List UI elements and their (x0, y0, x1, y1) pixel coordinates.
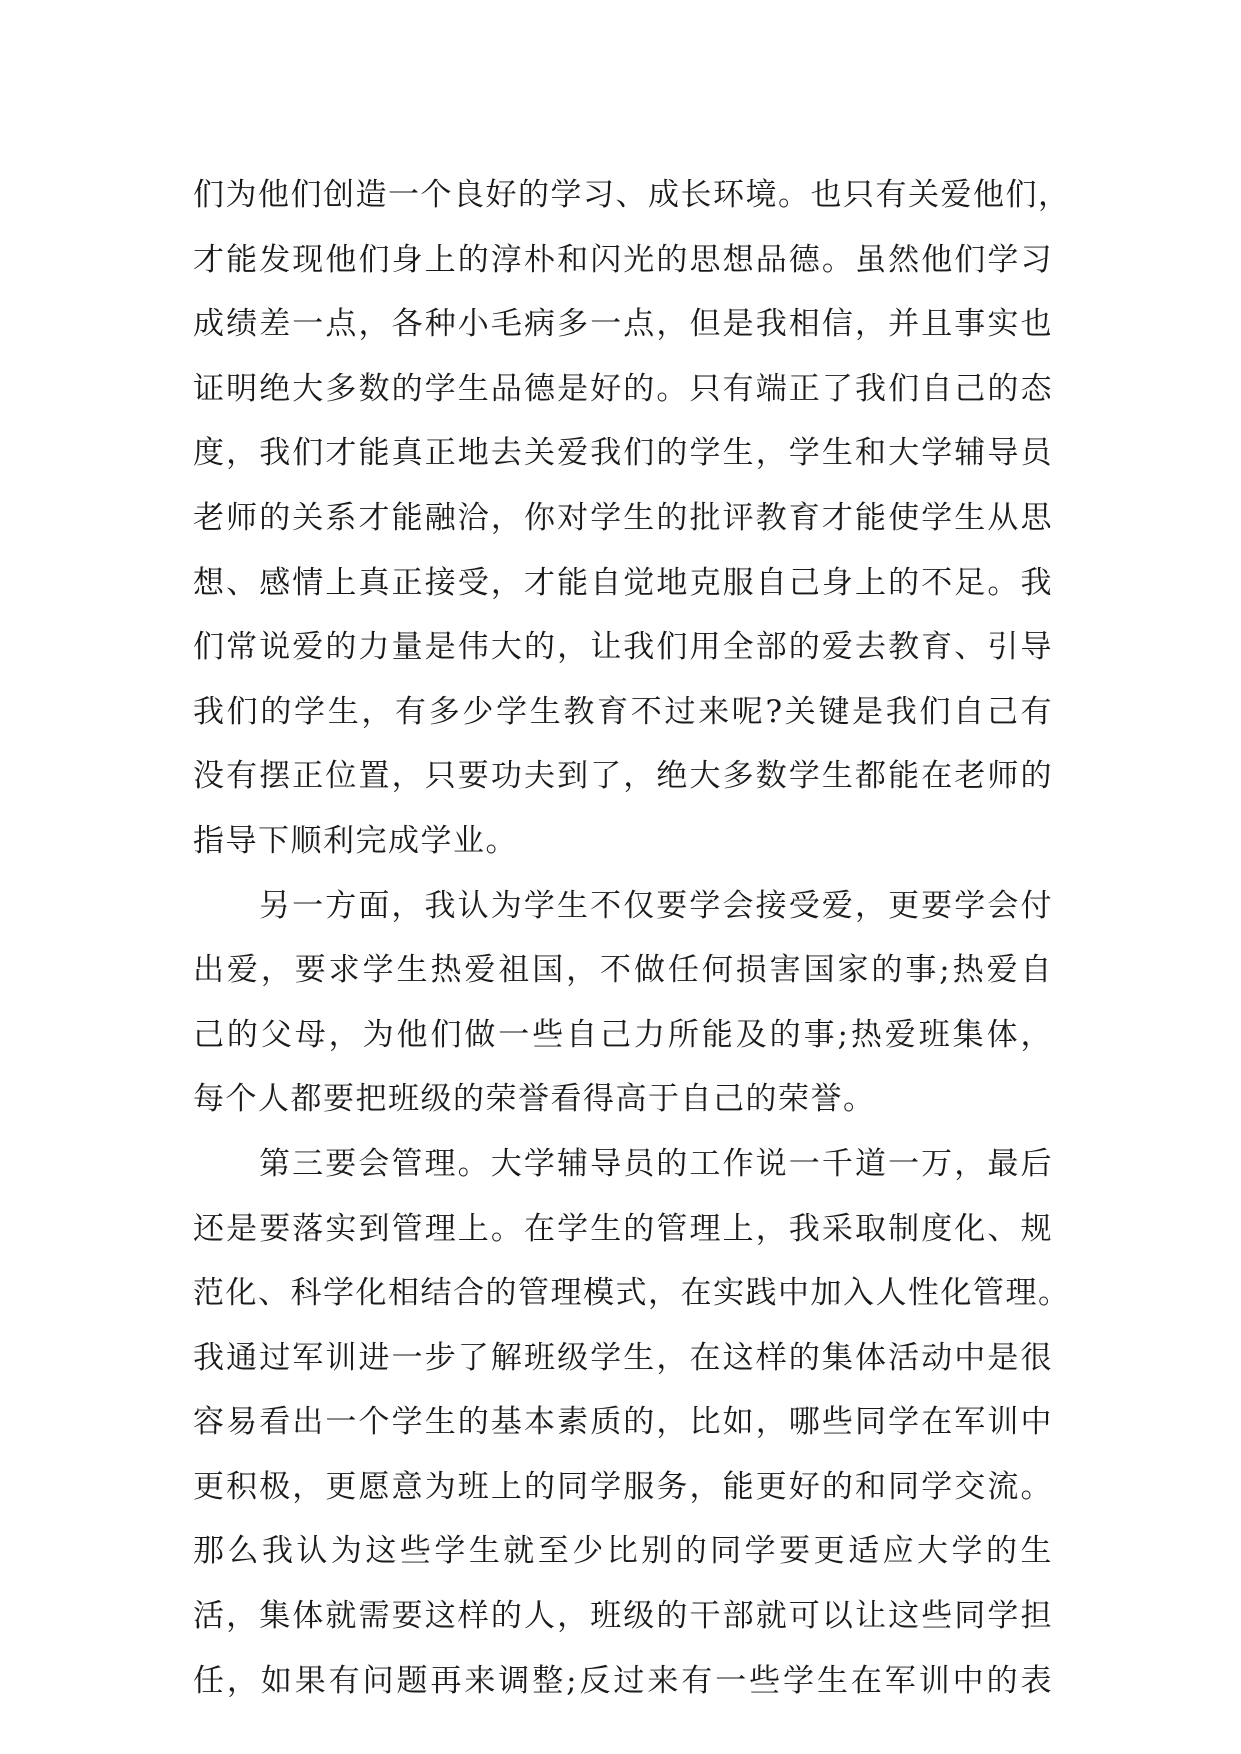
text-line: 容易看出一个学生的基本素质的，比如，哪些同学在军训中 (193, 1404, 1053, 1441)
text-line: 任，如果有问题再来调整;反过来有一些学生在军训中的表 (193, 1662, 1053, 1699)
text-line: 还是要落实到管理上。在学生的管理上，我采取制度化、规 (193, 1210, 1053, 1247)
text-line: 指导下顺利完成学业。 (193, 822, 518, 859)
text-line: 范化、科学化相结合的管理模式，在实践中加入人性化管理。 (193, 1275, 1071, 1312)
text-line: 出爱，要求学生热爱祖国，不做任何损害国家的事;热爱自 (193, 952, 1053, 989)
text-line: 我通过军训进一步了解班级学生，在这样的集体活动中是很 (193, 1339, 1053, 1376)
text-line: 才能发现他们身上的淳朴和闪光的思想品德。虽然他们学习 (193, 241, 1053, 278)
text-line: 活，集体就需要这样的人，班级的干部就可以让这些同学担 (193, 1598, 1053, 1635)
text-line: 老师的关系才能融洽，你对学生的批评教育才能使学生从思 (193, 499, 1053, 536)
text-line: 没有摆正位置，只要功夫到了，绝大多数学生都能在老师的 (193, 758, 1053, 795)
paragraph-1 (193, 163, 1071, 874)
text-line: 成绩差一点，各种小毛病多一点，但是我相信，并且事实也 (193, 306, 1053, 343)
text-line: 那么我认为这些学生就至少比别的同学要更适应大学的生 (193, 1533, 1053, 1570)
paragraph-3 (193, 1132, 1071, 1713)
text-line: 证明绝大多数的学生品德是好的。只有端正了我们自己的态 (193, 370, 1053, 407)
text-line: 度，我们才能真正地去关爱我们的学生，学生和大学辅导员 (193, 435, 1053, 472)
text-line: 们为他们创造一个良好的学习、成长环境。也只有关爱他们， (193, 177, 1071, 213)
text-line: 更积极，更愿意为班上的同学服务，能更好的和同学交流。 (193, 1468, 1053, 1505)
text-line: 想、感情上真正接受，才能自觉地克服自己身上的不足。我 (193, 564, 1053, 601)
text-line: 每个人都要把班级的荣誉看得高于自己的荣誉。 (193, 1081, 876, 1118)
paragraph-2 (193, 874, 1053, 1132)
text-line: 第三要会管理。大学辅导员的工作说一千道一万，最后 (259, 1145, 1053, 1182)
text-line: 己的父母，为他们做一些自己力所能及的事;热爱班集体， (193, 1016, 1053, 1053)
text-line: 们常说爱的力量是伟大的，让我们用全部的爱去教育、引导 (193, 629, 1053, 666)
text-line: 我们的学生，有多少学生教育不过来呢?关键是我们自己有 (193, 693, 1053, 730)
document-body (193, 163, 1071, 1713)
text-line: 另一方面，我认为学生不仅要学会接受爱，更要学会付 (259, 887, 1053, 924)
